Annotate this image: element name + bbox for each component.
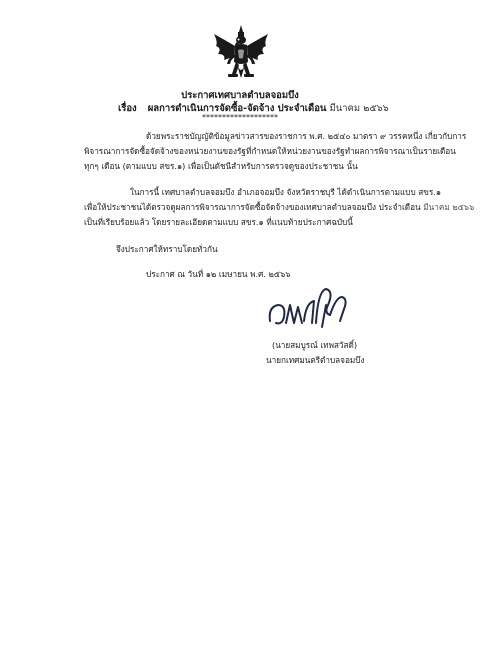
subject-label: เรื่อง — [118, 103, 137, 114]
paragraph-1-line-2: พิจารณาการจัดซื้อจัดจ้างของหน่วยงานของรัฐที่กำหนดให้หน่วยงานของรัฐทำผลการพิจารณาเป็นรายเดือน — [84, 146, 456, 156]
signer-position: นายกเทศมนตรีตำบลจอมบึง — [266, 355, 365, 365]
paragraph-2-line-1: ในการนี้ เทศบาลตำบลจอมบึง อำเภอจอมบึง จังหวัดราชบุรี ได้ดำเนินการตามแบบ สขร.๑ — [130, 187, 442, 197]
paragraph-2-month: มีนาคม ๒๕๖๖ — [423, 202, 475, 212]
signature-handwritten — [264, 283, 354, 333]
paragraph-1-line-3: ทุกๆ เดือน (ตามแบบ สขร.๑) เพื่อเป็นดัชนีสำหรับการตรวจดูของประชาชน นั้น — [84, 161, 358, 171]
paragraph-2-line-3: เป็นที่เรียบร้อยแล้ว โดยรายละเอียดตามแบบ สขร.๑ ที่แนบท้ายประกาศฉบับนี้ — [84, 217, 353, 227]
subject-month: มีนาคม ๒๕๖๖ — [329, 103, 389, 114]
paragraph-2-line-2-text: เพื่อให้ประชาชนได้ตรวจดูผลการพิจารณาการจัดซื้อจัดจ้างของเทศบาลตำบลจอมบึง ประจำเดือน — [84, 202, 421, 212]
date-line: ประกาศ ณ วันที่ ๑๒ เมษายน พ.ศ. ๒๕๖๖ — [146, 269, 291, 279]
subject-text: ผลการดำเนินการจัดซื้อ-จัดจ้าง ประจำเดือน — [147, 103, 327, 114]
paragraph-2-line-2 — [84, 201, 474, 214]
announce-line: จึงประกาศให้ทราบโดยทั่วกัน — [116, 244, 218, 254]
announcement-title: ประกาศเทศบาลตำบลจอมบึง — [181, 90, 299, 101]
paragraph-1-line-1: ด้วยพระราชบัญญัติข้อมูลข่าวสารของราชการ พ.ศ. ๒๕๔๐ มาตรา ๙ วรรคหนึ่ง เกี่ยวกับการ — [146, 131, 467, 141]
signer-name: (นายสมบูรณ์ เทพสวัสดิ์) — [272, 340, 358, 350]
garuda-emblem-icon — [210, 24, 272, 86]
separator-stars: ******************* — [202, 113, 278, 122]
